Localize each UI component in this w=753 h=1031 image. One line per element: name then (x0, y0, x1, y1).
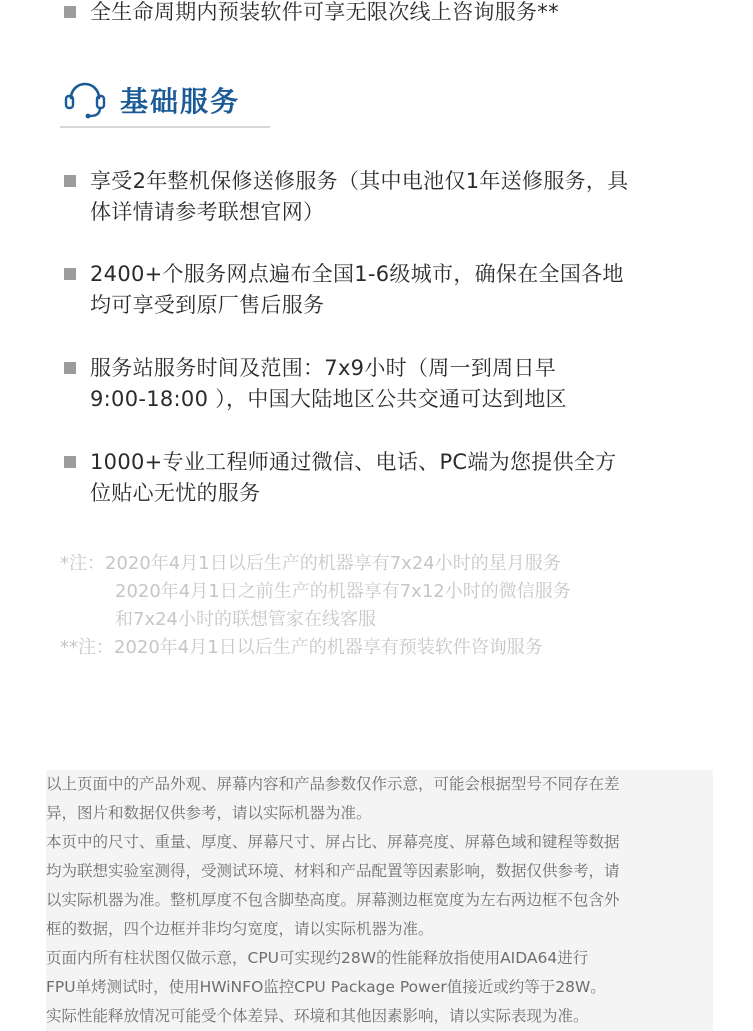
footnote: 2020年4月1日之前生产的机器享有7x12小时的微信服务 (115, 581, 571, 602)
bullet-square (64, 268, 76, 280)
bullet-square (64, 456, 76, 468)
section-header (60, 66, 270, 130)
disclaimer-line: 均为联想实验室测得，受测试环境、材料和产品配置等因素影响，数据仅供参考，请 (46, 862, 620, 880)
service-bullet (64, 353, 703, 415)
disclaimer-line: 本页中的尺寸、重量、厚度、屏幕尺寸、屏占比、屏幕亮度、屏幕色域和键程等数据 (46, 833, 620, 851)
bullet-line: 服务站服务时间及范围：7x9小时（周一到周日早 (90, 356, 557, 380)
disclaimer-line: 实际性能释放情况可能受个体差异、环境和其他因素影响，请以实际表现为准。 (46, 1007, 589, 1025)
bullet-square (64, 6, 76, 18)
footnote: *注：2020年4月1日以后生产的机器享有7x24小时的星月服务 (60, 553, 561, 574)
bullet-line: 体详情请参考联想官网） (90, 200, 325, 224)
disclaimer (46, 770, 713, 1031)
bullet-square (64, 362, 76, 374)
disclaimer-line: 异，图片和数据仅供参考，请以实际机器为准。 (46, 804, 372, 822)
service-bullet (64, 259, 703, 321)
section-title: 基础服务 (120, 85, 241, 118)
footnote: **注：2020年4月1日以后生产的机器享有预装软件咨询服务 (60, 637, 543, 658)
bullet-line: 均可享受到原厂售后服务 (90, 293, 325, 317)
bullet-line: 1000+专业工程师通过微信、电话、PC端为您提供全方 (90, 450, 617, 474)
disclaimer-line: 框的数据，四个边框并非均匀宽度，请以实际机器为准。 (46, 920, 434, 938)
bullet-line: 位贴心无忧的服务 (90, 481, 261, 505)
service-bullet (64, 166, 703, 228)
bullet-line: 2400+个服务网点遍布全国1-6级城市，确保在全国各地 (90, 262, 624, 286)
service-bullet (64, 447, 703, 509)
footnote: 和7x24小时的联想管家在线客服 (115, 609, 377, 630)
headset-icon (62, 74, 108, 120)
bullet-square (64, 175, 76, 187)
section-divider (60, 126, 270, 128)
disclaimer-line: 以实际机器为准。整机厚度不包含脚垫高度。屏幕测边框宽度为左右两边框不包含外 (46, 891, 620, 909)
disclaimer-line: FPU单烤测试时，使用HWiNFO监控CPU Package Power值接近或约等于28W。 (46, 978, 606, 996)
top-bullet-text: 全生命周期内预装软件可享无限次线上咨询服务** (90, 0, 559, 24)
disclaimer-line: 以上页面中的产品外观、屏幕内容和产品参数仅作示意，可能会根据型号不同存在差 (46, 775, 620, 793)
footnotes (60, 550, 693, 662)
disclaimer-line: 页面内所有柱状图仅做示意，CPU可实现约28W的性能释放指使用AIDA64进行 (46, 949, 589, 967)
top-bullet (64, 0, 703, 28)
bullet-line: 9:00-18:00 ），中国大陆地区公共交通可达到地区 (90, 387, 567, 411)
bullet-line: 享受2年整机保修送修服务（其中电池仅1年送修服务，具 (90, 169, 629, 193)
